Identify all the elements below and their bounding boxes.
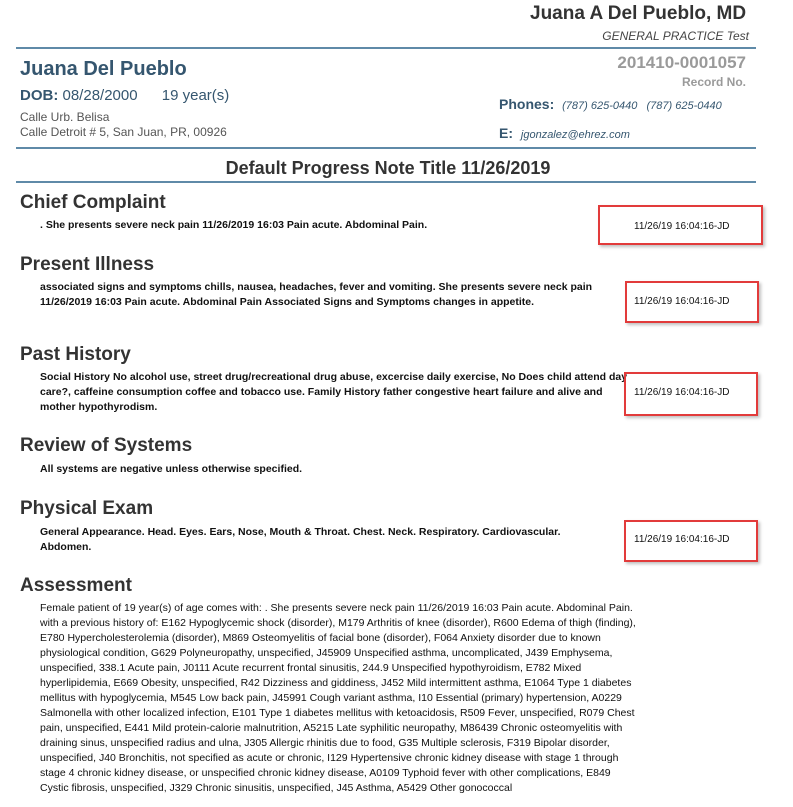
chief-complaint-body: . She presents severe neck pain 11/26/2019 16:03 Pain acute. Abdominal Pain. <box>40 219 428 231</box>
patient-name: Juana Del Pueblo <box>20 58 187 80</box>
past-history-body: Social History No alcohol use, street drug/recreational drug abuse, excercise daily exercise, No Does child attend day care?, caffeine consumption coffee and tobacco use. Family History father congestive heart failure and alive and mother hypothyrodism. <box>40 371 628 413</box>
header-rule-top <box>16 47 756 49</box>
record-number: 201410-0001057 <box>617 53 746 72</box>
phones-value: (787) 625-0440 (787) 625-0440 <box>562 100 722 112</box>
patient-dob <box>20 87 229 104</box>
assessment-heading: Assessment <box>20 575 132 596</box>
dob-label: DOB: <box>20 87 59 104</box>
past-history-heading: Past History <box>20 344 131 365</box>
present-illness-stamp-box <box>625 281 759 323</box>
past-history-stamp: 11/26/19 16:04:16-JD <box>634 387 730 398</box>
email-value[interactable]: jgonzalez@ehrez.com <box>520 129 630 141</box>
chief-complaint-stamp-box <box>598 205 763 245</box>
email-label: E: <box>499 125 513 141</box>
review-of-systems-heading: Review of Systems <box>20 435 193 456</box>
doctor-name: Juana A Del Pueblo, MD <box>530 3 747 24</box>
note-title: Default Progress Note Title 11/26/2019 <box>225 158 551 178</box>
record-label: Record No. <box>681 75 746 89</box>
review-of-systems-body: All systems are negative unless otherwise specified. <box>40 463 303 475</box>
physical-exam-body: General Appearance. Head. Eyes. Ears, Nose, Mouth & Throat. Chest. Neck. Respiratory. Cardiovascular. Abdomen. <box>40 526 561 553</box>
practice-name: GENERAL PRACTICE Test <box>602 29 749 43</box>
assessment-body: Female patient of 19 year(s) of age comes with: . She presents severe neck pain 11/26/2019 16:03 Pain acute. Abdominal Pain. with a previous history of: E162 Hypoglycemic shock (disorder), M179 Arthritis of knee (disorder), R600 Edema of thigh (finding), E780 Hypercholesterolemia (disorder), M869 Osteomyelitis of facial bone (disorder), F064 Anxiety disorder due to known physiological condition, G629 Polyneuropathy, unspecified, J45909 Unspecified asthma, uncomplicated, J439 Emphysema, unspecified, 338.1 Acute pain, J0111 Acute recurrent frontal sinusitis, 244.9 Unspecified hypothyroidism, E782 Mixed hyperlipidemia, E669 Obesity, unspecified, R42 Dizziness and giddiness, J452 Mild intermittent asthma, E1064 Type 1 diabetes mellitus with hypoglycemia, M545 Low back pain, J45991 Cough variant asthma, I10 Essential (primary) hypertension, A0229 Salmonella with other localized infection, E101 Type 1 diabetes mellitus with ketoacidosis, R509 Fever, unspecified, R079 Chest pain, unspecified, E441 Mild protein-calorie malnutrition, A5215 Late syphilitic neuropathy, M86439 Chronic osteomyelitis with draining sinus, unspecified radius and ulna, J305 Allergic rhinitis due to food, G35 Multiple sclerosis, F319 Bipolar disorder, unspecified, J40 Bronchitis, not specified as acute or chronic, I129 Hypertensive chronic kidney disease with stage 1 through stage 4 chronic kidney disease, or unspecified chronic kidney disease, A0109 Typhoid fever with other complications, E849 Cystic fibrosis, unspecified, J329 Chronic sinusitis, unspecified, J45 Asthma, A5429 Other gonococcal <box>40 602 636 794</box>
physical-exam-stamp-box <box>624 520 758 562</box>
phones-label: Phones: <box>499 96 555 112</box>
physical-exam-stamp: 11/26/19 16:04:16-JD <box>634 534 730 545</box>
email <box>499 125 630 141</box>
header-rule-bottom <box>16 147 756 149</box>
dob-value: 08/28/2000 <box>62 87 138 104</box>
physical-exam-heading: Physical Exam <box>20 498 154 519</box>
patient-age: 19 year(s) <box>161 87 230 104</box>
present-illness-heading: Present Illness <box>20 254 155 275</box>
address-line-2: Calle Detroit # 5, San Juan, PR, 00926 <box>20 125 227 139</box>
phones <box>499 96 722 112</box>
chief-complaint-heading: Chief Complaint <box>20 192 166 213</box>
present-illness-stamp: 11/26/19 16:04:16-JD <box>634 296 730 307</box>
past-history-stamp-box <box>624 372 758 416</box>
address-line-1: Calle Urb. Belisa <box>20 110 110 124</box>
present-illness-body: associated signs and symptoms chills, nausea, headaches, fever and vomiting. She presents severe neck pain 11/26/2019 16:03 Pain acute. Abdominal Pain Associated Signs and Symptoms changes in appetite. <box>40 281 593 308</box>
title-rule <box>16 181 756 183</box>
chief-complaint-stamp: 11/26/19 16:04:16-JD <box>634 221 730 232</box>
